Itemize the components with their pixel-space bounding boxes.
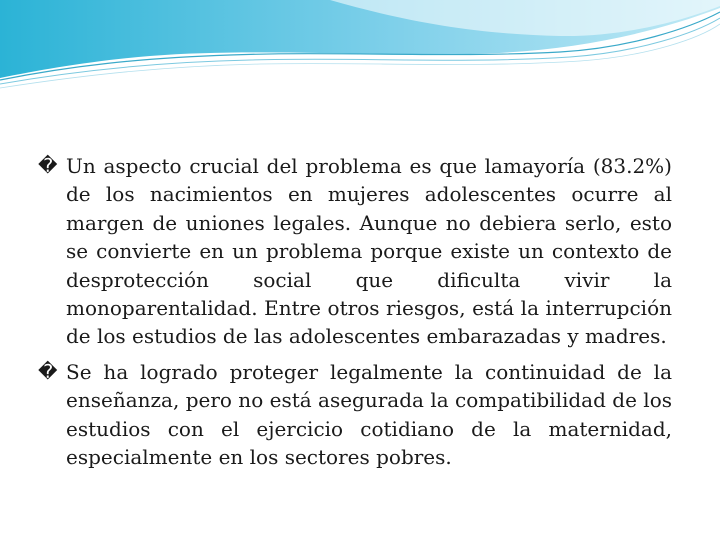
bullet-icon: � (38, 360, 58, 383)
bullet-paragraph-2 (38, 358, 672, 472)
bullet-icon: � (38, 155, 58, 177)
paragraph-text: Un aspecto crucial del problema es que lamayoría (83.2%) de los nacimientos en mujeres adolescentes ocurre al margen de uniones legales. Aunque no debiera serlo, esto se convierte en un problema porque existe un contexto de desprotección social que dificulta vivir la monoparentalidad. Entre otros riesgos, está la interrupción de los estudios de las adolescentes embarazadas y madres. (66, 154, 672, 349)
paragraph-text: Se ha logrado proteger legalmente la continuidad de la enseñanza, pero no está asegurada la compatibilidad de los estudios con el ejercicio cotidiano de la maternidad, especialmente en los sectores pobres. (66, 359, 672, 470)
slide-body (38, 152, 672, 478)
header-wave-decoration (0, 0, 720, 90)
bullet-paragraph-1 (38, 152, 672, 351)
